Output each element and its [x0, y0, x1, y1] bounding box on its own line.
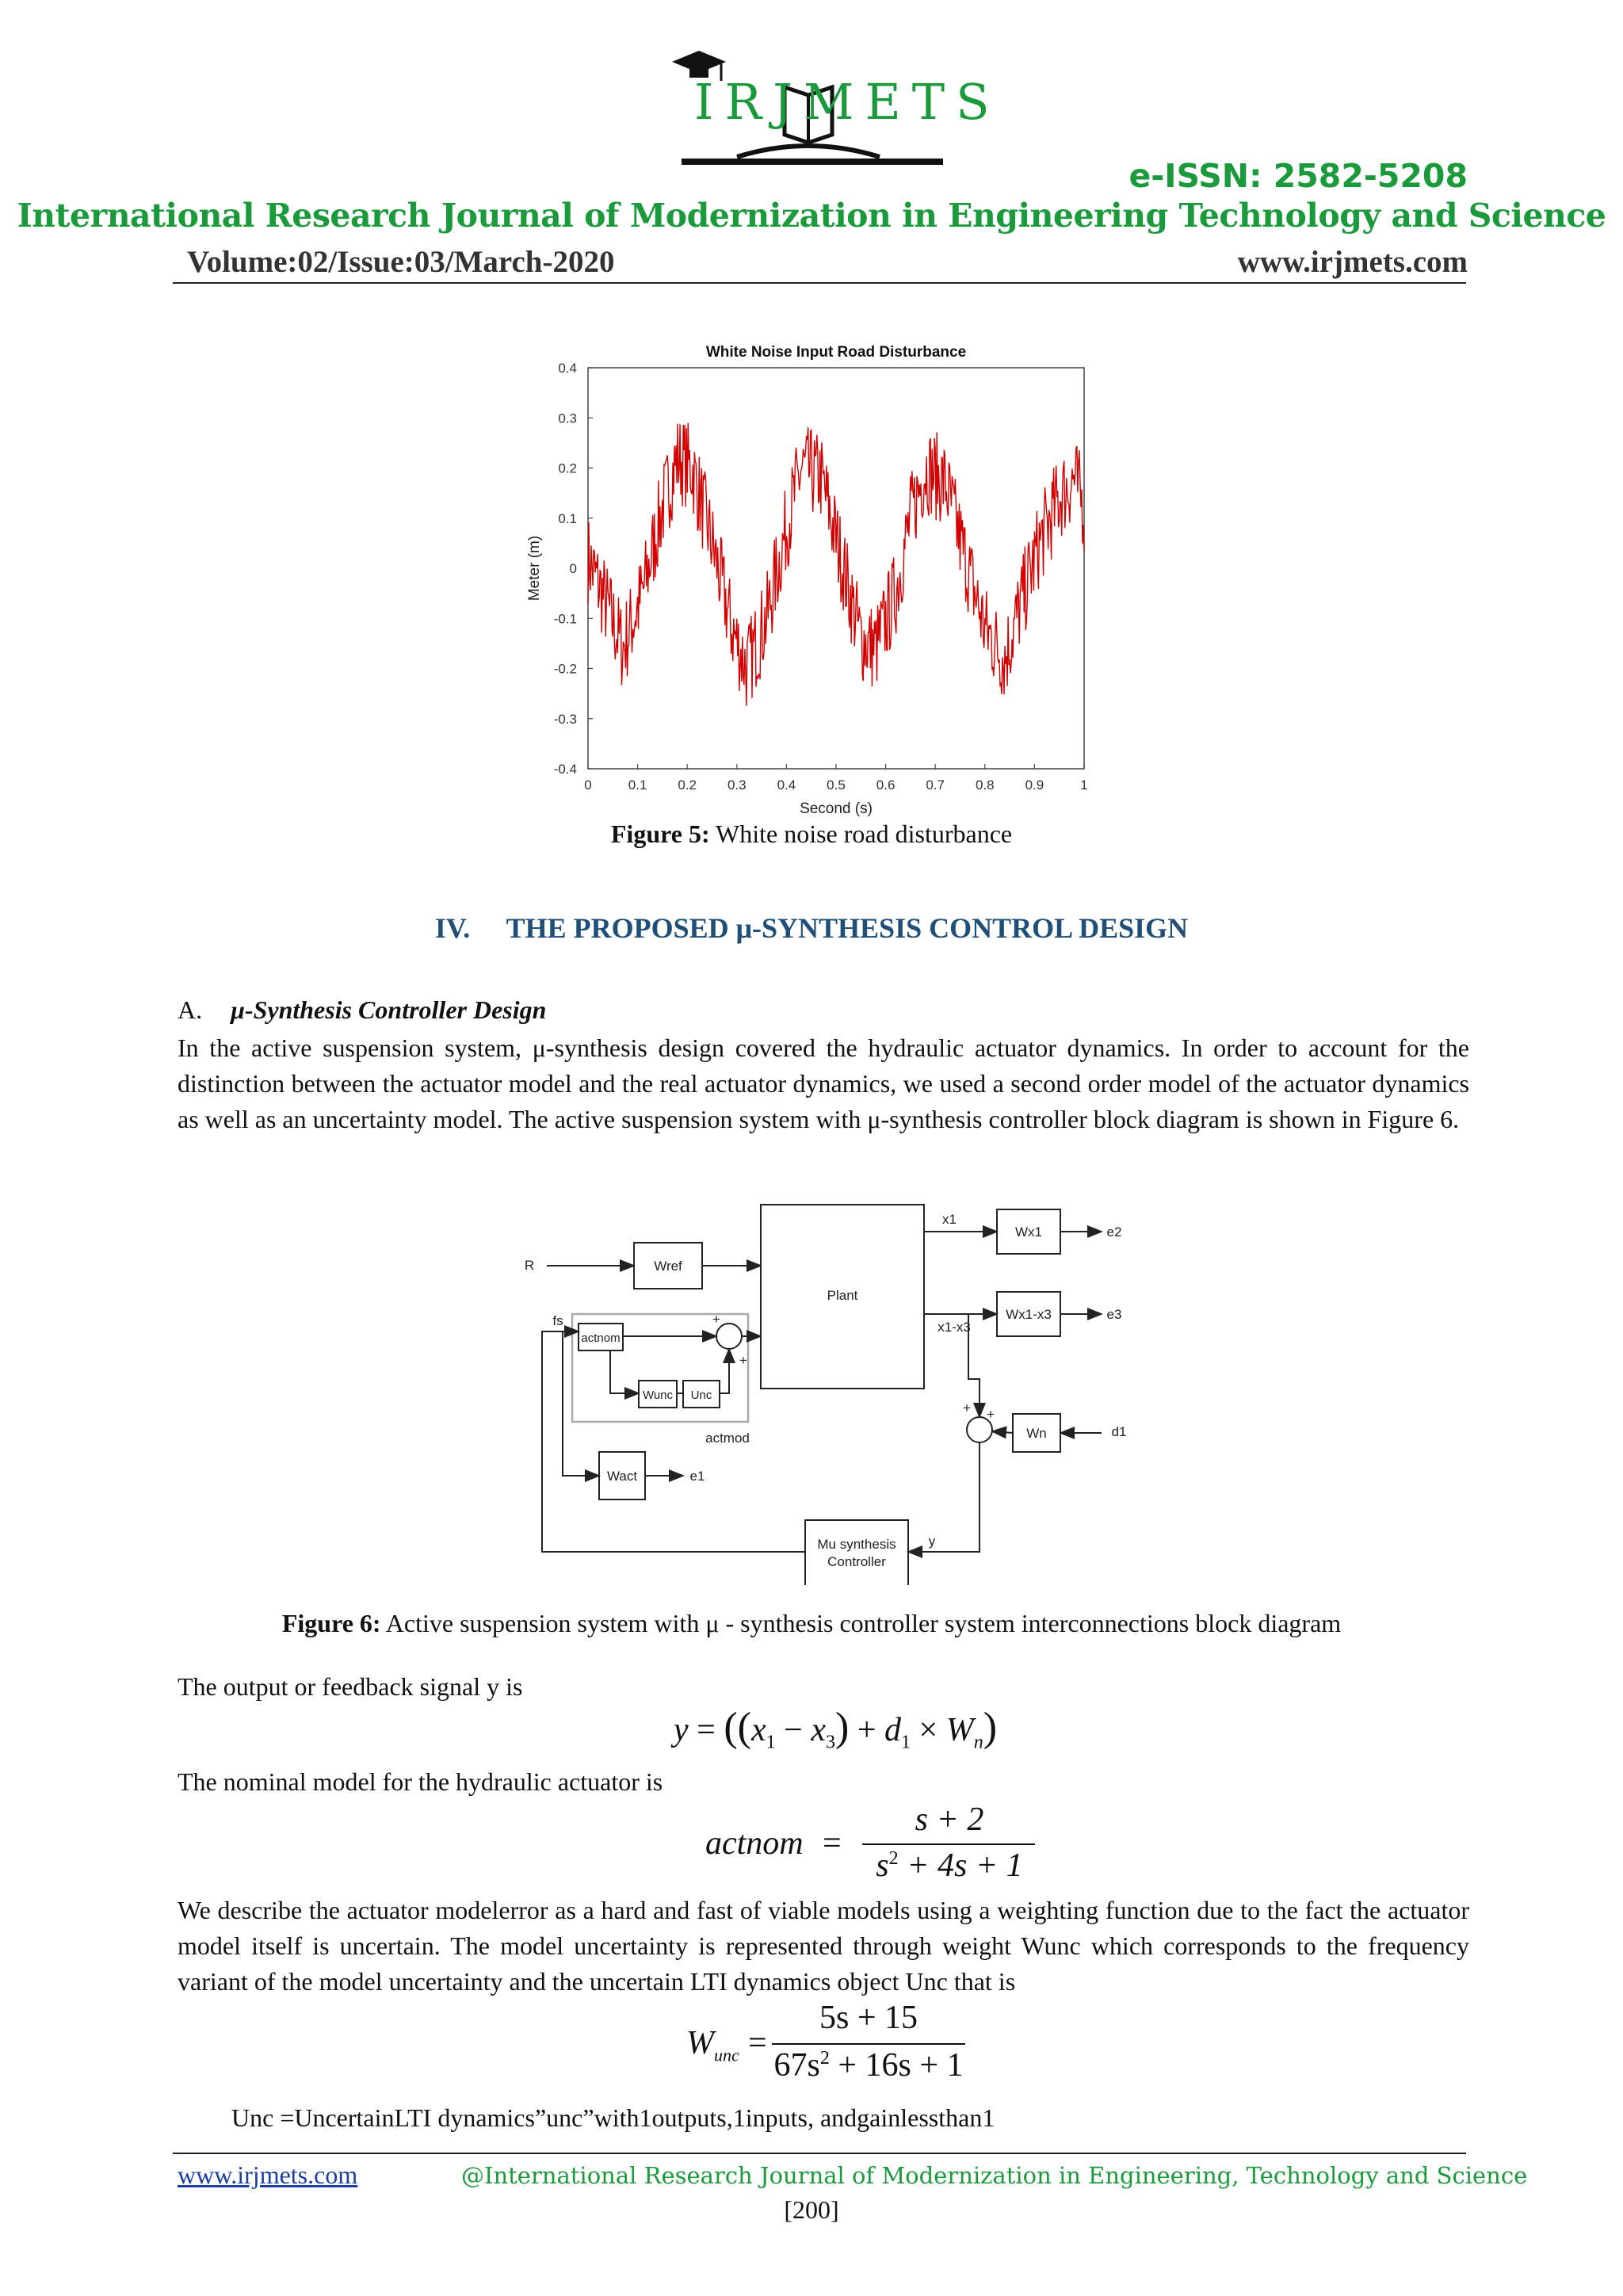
footer-organization: @International Research Journal of Modernization in Engineering, Technology and Science: [461, 2162, 1528, 2189]
y-tick-label: -0.1: [553, 611, 577, 627]
y-tick-label: 0.1: [558, 510, 577, 526]
header-website[interactable]: www.irjmets.com: [1237, 245, 1468, 279]
eq3-denominator: $67s^2 + 16s + 1$: [773, 2047, 964, 2084]
y-tick-label: -0.4: [553, 762, 577, 777]
paragraph-5: Unc =UncertainLTI dynamics”unc”with1outputs,1inputs, andgainlessthan1: [231, 2103, 995, 2132]
eq1-times: ×: [918, 1712, 938, 1748]
y-tick-label: 0.2: [558, 460, 577, 476]
paragraph-1: In the active suspension system, μ-synthesis design covered the hydraulic actuator dynamics. In order to account for the distinction between the actuator model and the real actuator dynamics, we used a second order model of the actuator dynamics as well as an uncertainty model. The active suspension system with μ-synthesis controller block diagram is shown in Figure 6.: [178, 1033, 1469, 1133]
x-tick-label: 0.3: [727, 777, 747, 793]
y-tick-label: 0.3: [558, 411, 577, 426]
volume-issue: Volume:02/Issue:03/March-2020: [187, 245, 615, 279]
y-tick-label: -0.2: [553, 661, 577, 677]
figure6-caption: [0, 1609, 1623, 1638]
mu-label-1: Mu synthesis: [817, 1537, 896, 1552]
x-tick-label: 0.8: [975, 777, 995, 793]
unc-label: Unc: [690, 1389, 712, 1402]
y-tick-label: -0.3: [553, 711, 577, 727]
eq2-fraction-bar: [862, 1843, 1035, 1845]
eq2-eq: =: [823, 1825, 842, 1862]
subsection-heading: [178, 995, 546, 1025]
eq1-open: ((: [724, 1705, 751, 1750]
mu-label-2: Controller: [827, 1554, 886, 1569]
equation-feedback: [674, 1704, 997, 1753]
eq1-minus: −: [784, 1712, 803, 1748]
section-title: THE PROPOSED μ-SYNTHESIS CONTROL DESIGN: [506, 912, 1189, 944]
eq1-subd: 1: [901, 1732, 911, 1753]
wunc-label: Wunc: [642, 1389, 674, 1402]
figure5-caption-text: White noise road disturbance: [709, 819, 1013, 848]
eq1-plus: +: [857, 1712, 876, 1748]
chart-title: White Noise Input Road Disturbance: [705, 344, 967, 361]
subsection-letter: A.: [178, 995, 203, 1024]
eq3-lhs: $W_{unc}$: [686, 2025, 739, 2065]
figure6-block-diagram: [515, 1189, 1133, 1585]
plus-sign-1: +: [712, 1312, 720, 1327]
eq2-numerator: s + 2: [915, 1801, 984, 1838]
figure6-caption-label: Figure 6:: [281, 1609, 381, 1637]
eq1-subn: n: [973, 1732, 983, 1753]
x-tick-label: 1: [1080, 777, 1088, 793]
x-tick-label: 0.7: [926, 777, 945, 793]
eq2-lhs: actnom: [705, 1825, 804, 1862]
logo-text: IRJMETS: [694, 73, 1001, 131]
section-number: IV.: [434, 912, 471, 944]
section-heading: [0, 911, 1623, 945]
signal-r: R: [524, 1258, 535, 1273]
signal-fs: fs: [552, 1313, 563, 1328]
y-tick-label: 0.4: [558, 361, 577, 376]
paragraph-2: The output or feedback signal y is: [178, 1672, 523, 1701]
wact-label: Wact: [606, 1469, 638, 1484]
wref-label: Wref: [654, 1259, 682, 1274]
plus-sign-4: +: [987, 1407, 995, 1422]
figure6-caption-text: Active suspension system with μ - synthesis controller system interconnections block diagram: [380, 1609, 1342, 1637]
eq2-denominator: $s^2 + 4s + 1$: [876, 1847, 1023, 1884]
eq3-numerator: 5s + 15: [819, 2000, 918, 2036]
eq1-lhs: y: [674, 1712, 689, 1748]
signal-e3: e3: [1106, 1307, 1122, 1322]
issn: e-ISSN: 2582-5208: [1128, 157, 1468, 195]
plus-sign-2: +: [739, 1353, 747, 1368]
eq3-fraction-bar: [772, 2043, 965, 2045]
actmod-group: [572, 1314, 748, 1422]
signal-e1: e1: [689, 1469, 705, 1484]
actnom-label: actnom: [581, 1331, 621, 1345]
wx1x3-label: Wx1-x3: [1006, 1307, 1052, 1322]
x-tick-label: 0.6: [876, 777, 896, 793]
y-axis-label: Meter (m): [526, 535, 543, 602]
x-axis-label: Second (s): [800, 800, 873, 817]
footer-website-link[interactable]: www.irjmets.com: [178, 2160, 358, 2189]
x-tick-label: 0.2: [678, 777, 697, 793]
signal-y: y: [928, 1534, 936, 1549]
eq1-sub1: 1: [766, 1732, 776, 1753]
eq1-x3: x: [811, 1712, 826, 1748]
figure5-chart: [515, 333, 1117, 824]
footer-rule: [173, 2153, 1466, 2154]
page-number: [200]: [784, 2195, 839, 2224]
journal-title: International Research Journal of Modernization in Engineering Technology and Science: [17, 197, 1606, 235]
eq1-close1: ): [834, 1705, 850, 1750]
x-tick-label: 0.1: [628, 777, 647, 793]
x-tick-label: 0.4: [777, 777, 796, 793]
plot-area: [588, 368, 1084, 769]
x-tick-label: 0.5: [827, 777, 846, 793]
eq1-eq: =: [697, 1712, 716, 1748]
wn-label: Wn: [1026, 1426, 1047, 1441]
journal-logo: [666, 40, 1001, 174]
eq3-eq: =: [748, 2025, 767, 2061]
x-tick-label: 0: [584, 777, 592, 793]
summing-junction-1: [716, 1324, 742, 1349]
paragraph-3: The nominal model for the hydraulic actuator is: [178, 1767, 663, 1796]
signal-x1x3: x1-x3: [938, 1320, 971, 1335]
paragraph-4: We describe the actuator modelerror as a hard and fast of viable models using a weighting function due to the fact the actuator model itself is uncertain. The model uncertainty is represented through weight Wunc which corresponds to the frequency variant of the model uncertainty and the uncertain LTI dynamics object Unc that is: [178, 1896, 1469, 1996]
eq1-x1: x: [750, 1712, 766, 1748]
actmod-label: actmod: [705, 1431, 750, 1446]
figure5-caption: [0, 819, 1623, 849]
plus-sign-3: +: [963, 1400, 971, 1415]
eq1-sub3: 3: [825, 1732, 835, 1753]
subsection-title: μ-Synthesis Controller Design: [231, 995, 547, 1024]
wx1-label: Wx1: [1015, 1224, 1042, 1240]
x-tick-label: 0.9: [1025, 777, 1044, 793]
header-rule: [173, 282, 1466, 284]
mu-controller-block: [805, 1520, 908, 1585]
eq1-close2: ): [983, 1705, 998, 1750]
signal-x1: x1: [942, 1212, 957, 1227]
eq1-w: W: [945, 1712, 974, 1748]
y-tick-label: 0: [569, 561, 577, 576]
signal-e2: e2: [1106, 1224, 1122, 1240]
plant-label: Plant: [827, 1288, 858, 1303]
figure5-caption-label: Figure 5:: [610, 819, 710, 848]
signal-d1: d1: [1111, 1424, 1127, 1439]
eq1-d: d: [884, 1712, 901, 1748]
